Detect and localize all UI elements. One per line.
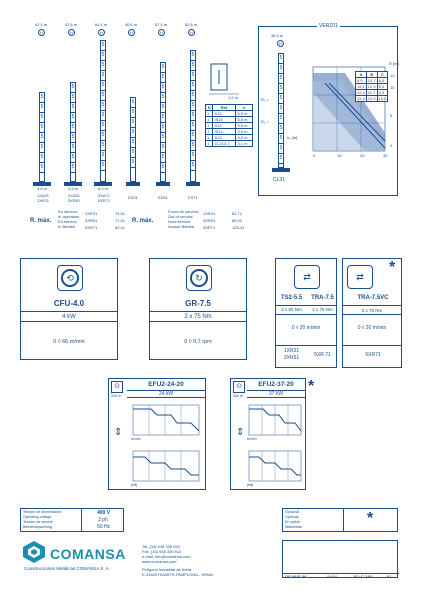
opt-label: En option xyxy=(285,520,301,524)
x-tick: 0 xyxy=(313,153,316,158)
note-text: Ausser Betrieb xyxy=(168,224,195,229)
unit-power: 4 kW xyxy=(21,311,117,322)
efu37-top-chart xyxy=(247,403,305,439)
cfu-icon-frame xyxy=(57,265,83,291)
mast-es71: 5 5 5 5 5 5 5 5 5 5 5 5 xyxy=(190,50,196,182)
mast-es31: 5 5 5 5 5 5 5 xyxy=(130,97,136,182)
base-dim: 4,5 m xyxy=(67,186,78,191)
unit-speed: 0 ◊ 20 m/min xyxy=(357,325,387,331)
winch-icon: ⊙ xyxy=(233,381,245,393)
bottom-axis-label: [kN] xyxy=(247,483,254,487)
r2-label: R₂ = xyxy=(261,119,269,124)
x-tick: 30 xyxy=(383,153,388,158)
r-code: 5XR71 xyxy=(85,225,98,230)
mast-code: ES31 xyxy=(128,195,138,200)
ps-phase: 3 ph xyxy=(98,517,108,523)
efu-title: EFU2-24-20 xyxy=(148,381,184,388)
doc-model: 10 LC 140 xyxy=(353,574,372,579)
r-axis-label: R [m] xyxy=(389,61,399,66)
mast-es51: 5 5 5 5 5 5 5 5 5 5 5 xyxy=(160,62,166,182)
opt-label: Wahlweise xyxy=(285,525,303,529)
company-fax: Fax: (34) 948 330 810 xyxy=(142,549,182,554)
mast-height-dim: 42,1 m xyxy=(34,22,48,27)
slewing-icon: ↻ xyxy=(190,269,208,287)
base-dim: 3,8 m xyxy=(36,186,47,191)
power-supply-box xyxy=(20,508,124,532)
doc-info-box xyxy=(282,540,398,578)
optional-star: * xyxy=(308,378,315,395)
cfu-unit-card[interactable] xyxy=(20,258,118,360)
comansa-logo-icon xyxy=(22,540,46,564)
travel-icon: ⇄ xyxy=(347,265,373,289)
x-tick: 20 xyxy=(360,153,365,158)
unit-power-a: 2 x 55 Nm xyxy=(281,307,302,312)
efu-power: 24 kW xyxy=(127,390,205,398)
note-text: Out of service xyxy=(168,214,193,219)
company-address: E-31620 HUARTE-PAMPLONA - SPAIN xyxy=(142,572,213,577)
note-text: Fuera de servicio xyxy=(168,209,199,214)
mast-height-dim: 64,4 m xyxy=(94,22,108,27)
height-circle-icon: H xyxy=(98,29,105,36)
company-address: Polígono Industrial de Areta xyxy=(142,567,192,572)
r-max-label: R. máx. xyxy=(30,218,52,224)
base-dim: 6,0 m xyxy=(97,186,108,191)
divider xyxy=(343,509,344,531)
x-axis-label: m/min xyxy=(131,437,141,441)
r-max-label: R. máx. xyxy=(132,218,154,224)
company-email[interactable]: e-mail: info@comansa.com xyxy=(142,554,191,559)
y-tick: 10 xyxy=(390,85,395,90)
unit-title: TRA-7.5VC xyxy=(357,295,389,301)
unit-power: 2 x 75 Nm xyxy=(150,311,246,322)
unit-code: 3XR51 xyxy=(283,355,300,361)
mast-base xyxy=(156,182,170,186)
y-tick: 0 xyxy=(390,143,393,148)
divider xyxy=(81,509,82,531)
winch-icon: ⊙ xyxy=(111,381,123,393)
tra-vc-unit-card[interactable] xyxy=(342,258,402,368)
mast-1xa31: 5 5 5 5 5 5 5 5 xyxy=(39,92,45,182)
height-circle-icon: H xyxy=(68,29,75,36)
r-value: 125,41 xyxy=(232,225,245,230)
cl-title: VERZ01 xyxy=(319,23,338,29)
r1-label: R₁ = xyxy=(261,97,269,102)
efu-power: 37 kW xyxy=(247,390,305,398)
r-value: 74,61 xyxy=(115,211,126,216)
unit-power-b: 2 x 75 Nm xyxy=(312,307,333,312)
note-text: Hors service xyxy=(168,219,191,224)
travel-icon: ⇄ xyxy=(294,265,320,289)
unit-speed: 0 ◊ 0,7 rpm xyxy=(184,339,212,345)
cl-legend-table: A B C 8,9 13,7 6,3 19,1 12,9 8,4 22,4 11,7 9,3 25,3 10,9 10,8 xyxy=(357,72,387,101)
efu24-bottom-chart xyxy=(131,449,203,485)
unit-code: 1XR31 xyxy=(283,348,300,354)
unit-title: CFU-4.0 xyxy=(53,299,85,308)
optional-box xyxy=(282,508,398,532)
efu-tag: 450 m xyxy=(233,394,243,398)
r-code: 3XR51 xyxy=(203,218,216,223)
hoist-arrows-icon: ⇕ xyxy=(114,427,123,438)
mast-height-dim: 40,6 m xyxy=(124,22,138,27)
unit-speed: 0 ◊ 66 m/min xyxy=(53,339,85,345)
note-text: In Betrieb xyxy=(58,224,76,229)
y-tick: 5 xyxy=(390,113,393,118)
divider xyxy=(276,345,337,346)
mast-2xa51: 5 5 5 5 5 5 5 5 5 xyxy=(70,82,76,182)
efu37-card[interactable] xyxy=(230,378,306,490)
ps-label: Tension de service xyxy=(23,520,53,524)
r-value: 71,91 xyxy=(115,218,126,223)
h1-label: h₁ [m] xyxy=(287,135,298,140)
ts-tra-unit-card[interactable] xyxy=(275,258,337,368)
trolley-icon: ⟲ xyxy=(61,269,79,287)
x-tick: 10 xyxy=(337,153,342,158)
r-value: 89,41 xyxy=(232,218,243,223)
height-circle-icon: H xyxy=(277,40,284,47)
mast-code: ES51 xyxy=(158,195,168,200)
gr-icon-frame xyxy=(186,265,212,291)
company-tel: Tel. (34) 948 335 020 xyxy=(142,544,180,549)
r-code: 1XR31 xyxy=(85,211,98,216)
r-value: 81,71 xyxy=(232,211,243,216)
x-axis-label: m/min xyxy=(247,437,257,441)
cl31-panel xyxy=(258,23,399,196)
mast-code: 3XR51 xyxy=(67,198,81,203)
mast-height-dim: 47,6 m xyxy=(64,22,78,27)
unit-title-a: TS2-5.5 xyxy=(280,295,303,301)
ps-label: Tensión de alimentación xyxy=(23,510,62,514)
ps-voltage: 400 V xyxy=(97,510,111,516)
company-name: COMANSA xyxy=(50,546,126,562)
mast-base xyxy=(186,182,200,186)
cl-label: CL31 xyxy=(273,177,285,183)
mast-code: 5XA71 xyxy=(97,193,110,198)
company-web[interactable]: www.comansa.com xyxy=(142,559,177,564)
r-code: 5XR71 xyxy=(203,225,216,230)
footprint-drawing xyxy=(205,60,245,100)
cl-mast: 5 5 5 5 5 5 5 5 5 5 5 xyxy=(278,53,284,168)
mast-height-dim: 62,8 m xyxy=(184,22,198,27)
divider xyxy=(343,345,402,346)
mast-base xyxy=(126,182,140,186)
note-text: En servicio xyxy=(58,209,78,214)
ps-frequency: 50 Hz xyxy=(97,524,111,530)
y-tick: 12 xyxy=(390,73,395,78)
ps-label: Operating voltage xyxy=(23,515,52,519)
mast-height-dim: 57,1 m xyxy=(154,22,168,27)
doc-date: 09/04 xyxy=(327,574,338,579)
efu37-bottom-chart xyxy=(247,449,305,485)
mast-code: 5XR71 xyxy=(97,198,111,203)
ps-label: Betriebsspannung xyxy=(23,525,52,529)
mast-code: ES71 xyxy=(188,195,198,200)
mast-code: 1XA31 xyxy=(36,193,49,198)
unit-title-b: TRA-7.5 xyxy=(311,295,334,301)
mast-code: 1XK31 xyxy=(36,198,49,203)
efu24-top-chart xyxy=(131,403,203,439)
r-code: 3XR51 xyxy=(85,218,98,223)
unit-code: 5XR 71 xyxy=(314,352,331,358)
unit-title: GR-7.5 xyxy=(185,299,211,308)
ref-table: N Ref. h 1 S15 5,5 m 1 IS15 5,5 m 1 S14 5,5 m 1 IS14 5,5 m 1 S13 5,5 m 1 CL313.1 3,1 m xyxy=(205,104,253,147)
gr-unit-card[interactable] xyxy=(149,258,247,360)
height-circle-icon: H xyxy=(188,29,195,36)
mast-5xa71: 5 5 5 5 5 5 5 5 5 5 5 5 5 xyxy=(100,40,106,182)
height-circle-icon: H xyxy=(158,29,165,36)
mast-code: 2XA51 xyxy=(67,193,80,198)
optional-star: * xyxy=(367,510,374,527)
unit-speed: 0 ◊ 20 m/min xyxy=(291,325,321,331)
efu24-card[interactable] xyxy=(108,378,206,490)
opt-label: Optional xyxy=(285,515,299,519)
unit-power: 2 x 75 Nm xyxy=(343,305,401,315)
hoist-arrows-icon: ⇕ xyxy=(236,427,245,438)
height-circle-icon: H xyxy=(128,29,135,36)
cl-dim: 38,3 m xyxy=(271,33,284,38)
unit-code: 5XR71 xyxy=(365,352,381,358)
bottom-axis-label: [kN] xyxy=(131,483,138,487)
company-legal: Construcciones Metálicas COMANSA S. A. xyxy=(24,566,110,571)
height-circle-icon: H xyxy=(38,29,45,36)
doc-code: DS.0431.04 xyxy=(285,574,307,579)
r-value: 82,41 xyxy=(115,225,126,230)
note-text: In operation xyxy=(58,214,80,219)
r-code: 1XR31 xyxy=(203,211,216,216)
doc-page: 61 xyxy=(387,574,392,579)
mast-base xyxy=(272,168,290,172)
efu-tag: 316 m xyxy=(111,394,121,398)
note-text: En service xyxy=(58,219,77,224)
optional-star: * xyxy=(389,259,396,276)
opt-label: Opcional xyxy=(285,510,300,514)
efu-title: EFU2-37-20 xyxy=(258,381,294,388)
ref-dim: 1,6 m xyxy=(228,95,239,100)
